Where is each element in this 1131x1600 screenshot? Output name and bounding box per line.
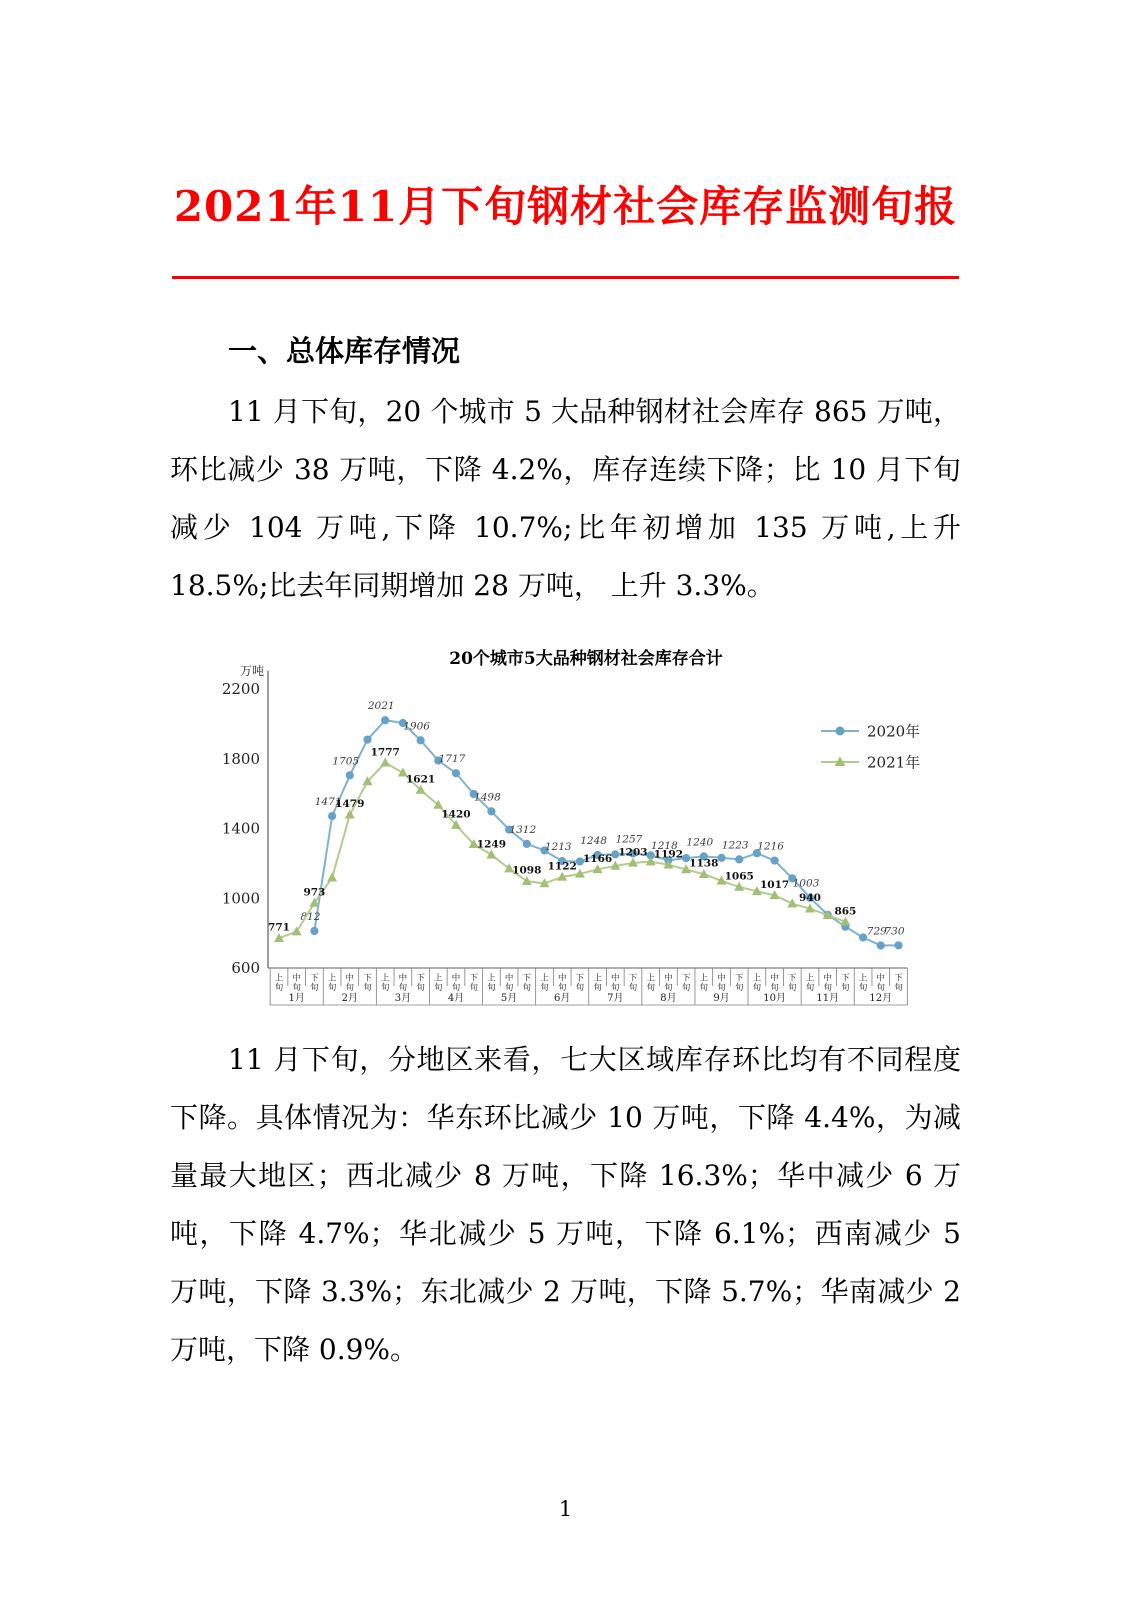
legend-label: 2020年 [867,722,921,741]
data-label: 1240 [686,836,714,849]
data-label: 812 [300,911,321,924]
x-tick-period: 上旬 [805,973,815,993]
x-tick-period: 中旬 [664,973,673,993]
data-label: 1248 [580,835,607,848]
x-tick-period: 中旬 [398,973,408,993]
marker-triangle [345,810,355,819]
x-tick-month: 7月 [607,993,624,1004]
x-tick-period: 下旬 [310,973,319,993]
x-tick-period: 上旬 [646,973,655,993]
x-tick-period: 下旬 [469,973,478,993]
section-heading: 一、总体库存情况 [228,334,461,368]
x-tick-month: 4月 [447,993,465,1004]
chart-title: 20个城市5大品种钢材社会库存合计 [449,649,723,669]
data-label: 1203 [618,846,648,859]
x-tick-period: 上旬 [540,973,549,993]
marker-triangle [327,872,337,881]
marker-circle [894,941,902,949]
x-tick-month: 8月 [660,993,677,1004]
x-tick-month: 11月 [816,993,840,1004]
marker-circle [877,941,885,949]
y-tick-label: 1400 [221,819,260,838]
x-tick-period: 下旬 [363,973,372,993]
x-tick-period: 上旬 [487,973,496,993]
x-tick-period: 上旬 [858,973,868,993]
data-label: 1420 [441,808,471,821]
x-tick-month: 10月 [763,993,786,1004]
paragraph-overview: 11 月下旬，20 个城市 5 大品种钢材社会库存 865 万吨，环比减少 38 万吨，下降 4.2%，库存连续下降；比 10 月下旬减少 104 万吨,下降 10.7%;比年初增加 135 万吨,上升 18.5%;比去年同期增加 28 万吨， 上升 3.3%。 [170,395,961,602]
data-label: 1122 [547,860,577,873]
x-tick-period: 上旬 [274,973,284,993]
y-axis-unit: 万吨 [239,664,264,678]
data-label: 729 [866,925,887,938]
x-tick-month: 2月 [341,993,358,1004]
data-label: 1192 [653,848,684,861]
paragraph-regions: 11 月下旬，分地区来看，七大区域库存环比均有不同程度下降。具体情况为：华东环比减少 10 万吨，下降 4.4%，为减量最大地区；西北减少 8 万吨，下降 16.3%；华中减少 6 万吨，下降 4.7%；华北减少 5 万吨，下降 6.1%；西南减少 5 万吨，下降 3.3%；东北减少 2 万吨，下降 5.7%；华南减少 2 万吨，下降 0.9%。 [170,1043,961,1366]
x-tick-period: 中旬 [504,973,514,993]
data-label: 940 [799,892,821,905]
x-tick-period: 上旬 [699,973,709,993]
x-tick-month: 12月 [869,993,893,1004]
y-tick-label: 1000 [221,889,260,908]
x-tick-period: 下旬 [841,973,850,993]
data-label: 1479 [335,798,365,811]
data-label: 1249 [476,838,507,851]
x-tick-period: 上旬 [380,973,390,993]
x-tick-period: 上旬 [434,973,443,993]
data-label: 1223 [721,839,749,852]
data-label: 1003 [792,877,820,890]
data-label: 1098 [512,864,542,877]
data-label: 1312 [509,823,537,836]
x-tick-period: 上旬 [593,973,602,993]
x-tick-period: 中旬 [876,973,886,993]
page-number: 1 [558,1497,573,1521]
x-tick-period: 上旬 [752,973,762,993]
data-label: 1218 [651,840,678,853]
data-label: 1065 [724,870,754,883]
legend-marker-circle [836,727,845,736]
legend-label: 2021年 [867,753,921,772]
x-tick-period: 中旬 [717,973,726,993]
x-tick-period: 中旬 [557,973,567,993]
data-label: 2021 [367,700,395,713]
marker-circle [346,771,354,779]
data-label: 1138 [689,857,719,870]
inventory-chart-svg [183,631,985,1019]
x-tick-period: 下旬 [734,973,744,993]
x-tick-period: 下旬 [628,973,638,993]
data-label: 1216 [757,840,784,853]
marker-circle [487,807,495,815]
marker-circle [381,716,389,724]
data-label: 1213 [544,841,572,854]
x-tick-month: 5月 [500,993,518,1004]
marker-circle [417,736,425,744]
title-underline [172,276,959,279]
data-label: 730 [884,925,905,938]
x-tick-period: 下旬 [894,973,903,993]
x-tick-month: 6月 [554,993,571,1004]
data-label: 1705 [332,755,360,768]
page-title: 2021年11月下旬钢材社会库存监测旬报 [173,182,958,231]
data-label: 1017 [759,878,790,891]
y-tick-label: 1800 [221,749,260,768]
marker-triangle [486,850,496,859]
marker-circle [452,769,460,777]
y-tick-label: 600 [231,959,260,977]
x-tick-period: 中旬 [292,973,301,993]
x-tick-period: 中旬 [345,973,355,993]
x-tick-period: 中旬 [611,973,620,993]
data-label: 1717 [438,753,466,766]
marker-triangle [522,876,532,885]
marker-circle [771,856,779,864]
x-tick-period: 中旬 [770,973,779,993]
x-tick-month: 9月 [713,993,730,1004]
data-label: 1777 [370,746,400,759]
x-tick-period: 中旬 [451,973,461,993]
marker-circle [310,927,318,935]
marker-triangle [380,758,390,767]
marker-circle [735,855,743,863]
marker-circle [363,735,371,743]
data-label: 1906 [403,720,430,733]
marker-circle [328,812,336,820]
y-tick-label: 2200 [221,680,260,698]
data-label: 1471 [314,796,342,809]
x-tick-period: 中旬 [823,973,832,993]
x-tick-month: 1月 [288,993,305,1004]
data-label: 1498 [474,791,501,804]
marker-circle [523,840,531,848]
x-tick-period: 上旬 [327,973,337,993]
x-tick-month: 3月 [394,993,412,1004]
x-tick-period: 下旬 [575,973,585,993]
data-label: 1166 [582,852,613,865]
x-tick-period: 下旬 [522,973,532,993]
x-tick-period: 下旬 [681,973,691,993]
data-label: 865 [834,905,857,918]
data-label: 973 [303,886,326,899]
x-tick-period: 下旬 [788,973,797,993]
data-label: 771 [268,921,290,934]
marker-circle [717,854,725,862]
x-tick-period: 下旬 [416,973,425,993]
inventory-chart [183,631,985,1019]
data-label: 1257 [615,833,643,846]
data-label: 1621 [405,773,436,786]
